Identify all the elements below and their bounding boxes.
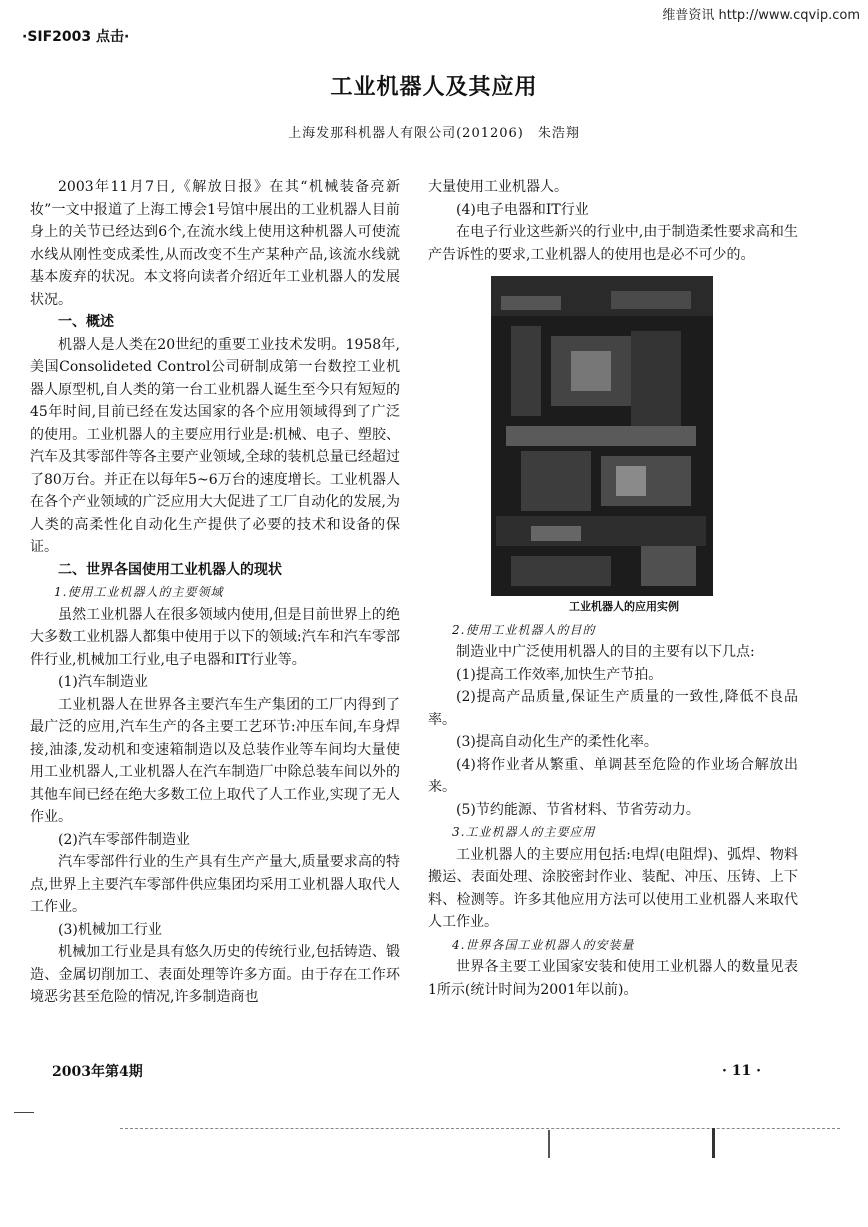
purpose-item-1: (1)提高工作效率,加快生产节拍。	[456, 666, 663, 683]
figure-caption: 工业机器人的应用实例	[569, 600, 679, 613]
left-column	[30, 176, 400, 1009]
subheading-installations: 4.世界各国工业机器人的安装量	[452, 937, 635, 952]
purpose-item-5: (5)节约能源、节省材料、节省劳动力。	[456, 801, 700, 818]
purpose-intro: 制造业中广泛使用机器人的目的主要有以下几点:	[456, 644, 755, 660]
installations-paragraph: 世界各主要工业国家安装和使用工业机器人的数量见表1所示(统计时间为2001年以前)。	[428, 959, 798, 998]
photo-illustration	[491, 276, 713, 596]
subheading-main-fields: 1.使用工业机器人的主要领域	[54, 585, 224, 599]
item-heading-automotive: (1)汽车制造业	[58, 674, 148, 690]
issue-label: 2003年第4期	[52, 1064, 143, 1080]
item-heading-electronics: (4)电子电器和IT行业	[456, 201, 589, 218]
purpose-item-4: (4)将作业者从繁重、单调甚至危险的作业场合解放出来。	[428, 756, 798, 795]
scan-artifact-dashed-line	[120, 1128, 840, 1129]
page-number: · 11 ·	[722, 1063, 761, 1079]
subheading-purpose: 2.使用工业机器人的目的	[452, 622, 596, 637]
subheading-main-applications: 3.工业机器人的主要应用	[452, 825, 596, 839]
robot-application-photo	[491, 276, 713, 596]
section-heading-status: 二、世界各国使用工业机器人的现状	[58, 561, 282, 578]
scan-artifact-tick-bold	[712, 1128, 715, 1158]
section-heading-overview: 一、概述	[58, 314, 114, 330]
item-heading-machining: (3)机械加工行业	[58, 921, 162, 938]
automotive-paragraph: 工业机器人在世界各主要汽车生产集团的工厂内得到了最广泛的应用,汽车生产的各主要工艺环节:冲压车间,车身焊接,油漆,发动机和变速箱制造以及总装作业等车间均大量使用工业机器人,工业机器人在汽车制造厂中除总装车间以外的其他车间已经在绝大多数工位上取代了人工作业,实现了无人作业。	[30, 696, 400, 825]
purpose-item-3: (3)提高自动化生产的柔性化率。	[456, 734, 658, 750]
source-watermark: 维普资讯 http://www.cqvip.com	[662, 8, 860, 23]
electronics-paragraph: 在电子行业这些新兴的行业中,由于制造柔性要求高和生产告诉性的要求,工业机器人的使用也是必不可少的。	[428, 224, 798, 263]
article-title: 工业机器人及其应用	[330, 75, 538, 100]
intro-paragraph: 2003年11月7日,《解放日报》在其“机械装备亮新妆”一文中报道了上海工博会1号馆中展出的工业机器人目前身上的关节已经达到6个,在流水线上使用这种机器人可使流水线从刚性变成柔性,从而改变不生产某种产品,该流水线就基本废弃的状况。本文将向读者介绍近年工业机器人的发展状况。	[30, 179, 400, 308]
scan-artifact-line	[14, 1112, 34, 1113]
overview-paragraph: 机器人是人类在20世纪的重要工业技术发明。1958年,美国Consolideted Control公司研制成第一台数控工业机器人原型机,自人类的第一台工业机器人诞生至今只有短短的45年时间,目前已经在发达国家的各个应用领域得到了广泛的使用。工业机器人的主要应用行业是:机械、电子、塑胶、汽车及其零部件等各主要产业领域,全球的装机总量已经超过了80万台。并正在以每年5~6万台的速度增长。工业机器人在各个产业领域的广泛应用大大促进了工厂自动化的发展,为人类的高柔性化自动化生产提供了必要的技术和设备的保证。	[30, 336, 400, 555]
machining-paragraph: 机械加工行业是具有悠久历史的传统行业,包括铸造、锻造、金属切削加工、表面处理等许多方面。由于存在工作环境恶劣甚至危险的情况,许多制造商也	[30, 944, 400, 1005]
main-applications-paragraph: 工业机器人的主要应用包括:电焊(电阻焊)、弧焊、物料搬运、表面处理、涂胶密封作业、装配、冲压、压铸、上下料、检测等。许多其他应用方法可以使用工业机器人来取代人工作业。	[428, 846, 798, 930]
auto-parts-paragraph: 汽车零部件行业的生产具有生产产量大,质量要求高的特点,世界上主要汽车零部件供应集团均采用工业机器人取代人工作业。	[30, 854, 400, 915]
right-column	[428, 176, 798, 1001]
continued-text: 大量使用工业机器人。	[428, 179, 568, 195]
purpose-item-2: (2)提高产品质量,保证生产质量的一致性,降低不良品率。	[428, 689, 798, 728]
item-heading-auto-parts: (2)汽车零部件制造业	[58, 831, 190, 848]
article-byline: 上海发那科机器人有限公司(201206) 朱浩翔	[288, 126, 580, 141]
main-fields-paragraph: 虽然工业机器人在很多领域内使用,但是目前世界上的绝大多数工业机器人都集中使用于以下的领域:汽车和汽车零部件行业,机械加工行业,电子电器和IT行业等。	[30, 606, 400, 668]
scan-artifact-tick	[548, 1130, 550, 1158]
column-tag: ·SIF2003 点击·	[22, 29, 130, 45]
